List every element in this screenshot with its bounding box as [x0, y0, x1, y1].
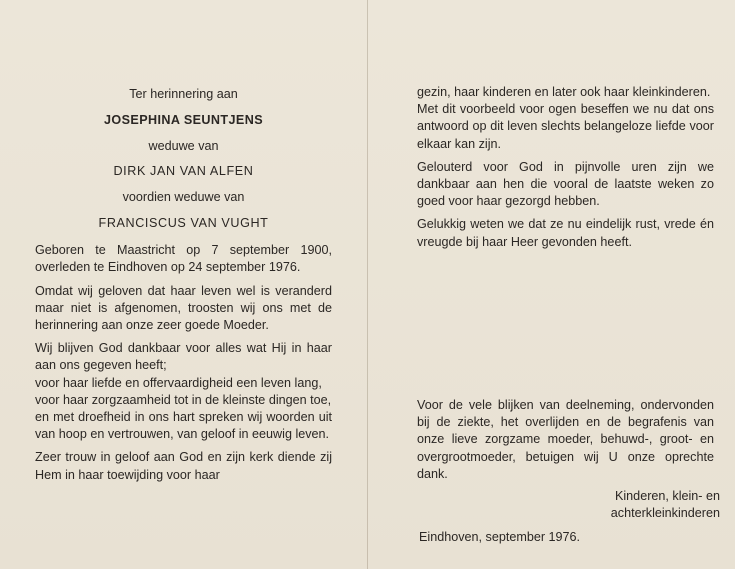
first-husband-name: FRANCISCUS VAN VUGHT: [98, 215, 269, 230]
birth-death-text: Geboren te Maastricht op 7 september 1900, overleden te Eindhoven op 24 september 1976.: [35, 243, 332, 275]
left-paragraph: voor haar zorgzaamheid tot in de kleinste dingen toe,: [35, 392, 332, 407]
intro-text: Ter herinnering aan: [129, 87, 238, 101]
widow-of-label: weduwe van: [148, 138, 219, 153]
left-paragraph: en met droefheid in ons hart spreken wij woorden uit van hoop en vertrouwen, van geloof in eeuwig leven.: [35, 410, 332, 442]
husband-name: DIRK JAN VAN ALFEN: [113, 164, 254, 179]
right-paragraph: Gelukkig weten we dat ze nu eindelijk rust, vrede én vreugde bij haar Heer gevonden heeft.: [417, 217, 714, 249]
thanks-text: Voor de vele blijken van deelneming, ondervonden bij de ziekte, het overlijden en de begrafenis van onze lieve zorgzame moeder, behuwd-, groot- en overgrootmoeder, betuigen wij U onze oprechte dank.: [417, 398, 714, 481]
right-panel: [417, 84, 714, 257]
previously-widow-label: voordien weduwe van: [122, 190, 245, 205]
right-paragraph: Met dit voorbeeld voor ogen beseffen we nu dat ons antwoord op dit leven slechts belangeloze liefde voor elkaar kan zijn.: [417, 102, 714, 151]
deceased-name: JOSEPHINA SEUNTJENS: [104, 112, 263, 127]
left-paragraph: Zeer trouw in geloof aan God en zijn kerk diende zij Hem in haar toewijding voor haar: [35, 450, 332, 482]
card-fold: [367, 0, 368, 569]
right-paragraph: Gelouterd voor God in pijnvolle uren zijn we dankbaar aan hen die vooral de laatste weken zo goed voor haar gezorgd hebben.: [417, 159, 714, 209]
header-block: [35, 86, 332, 232]
right-paragraph: gezin, haar kinderen en later ook haar kleinkinderen.: [417, 85, 711, 99]
left-paragraph: Wij blijven God dankbaar voor alles wat Hij in haar aan ons gegeven heeft;: [35, 341, 332, 373]
signature-line: achterkleinkinderen: [610, 506, 720, 521]
left-panel: [35, 86, 332, 490]
signature-block: [560, 488, 720, 522]
signature-line: Kinderen, klein- en: [614, 489, 720, 503]
left-paragraph: Omdat wij geloven dat haar leven wel is veranderd maar niet is afgenomen, troosten wij ons met de herinnering aan onze zeer goede Moeder.: [35, 283, 332, 332]
left-paragraph: voor haar liefde en offervaardigheid een leven lang,: [35, 375, 322, 390]
place-date: Eindhoven, september 1976.: [419, 530, 581, 544]
